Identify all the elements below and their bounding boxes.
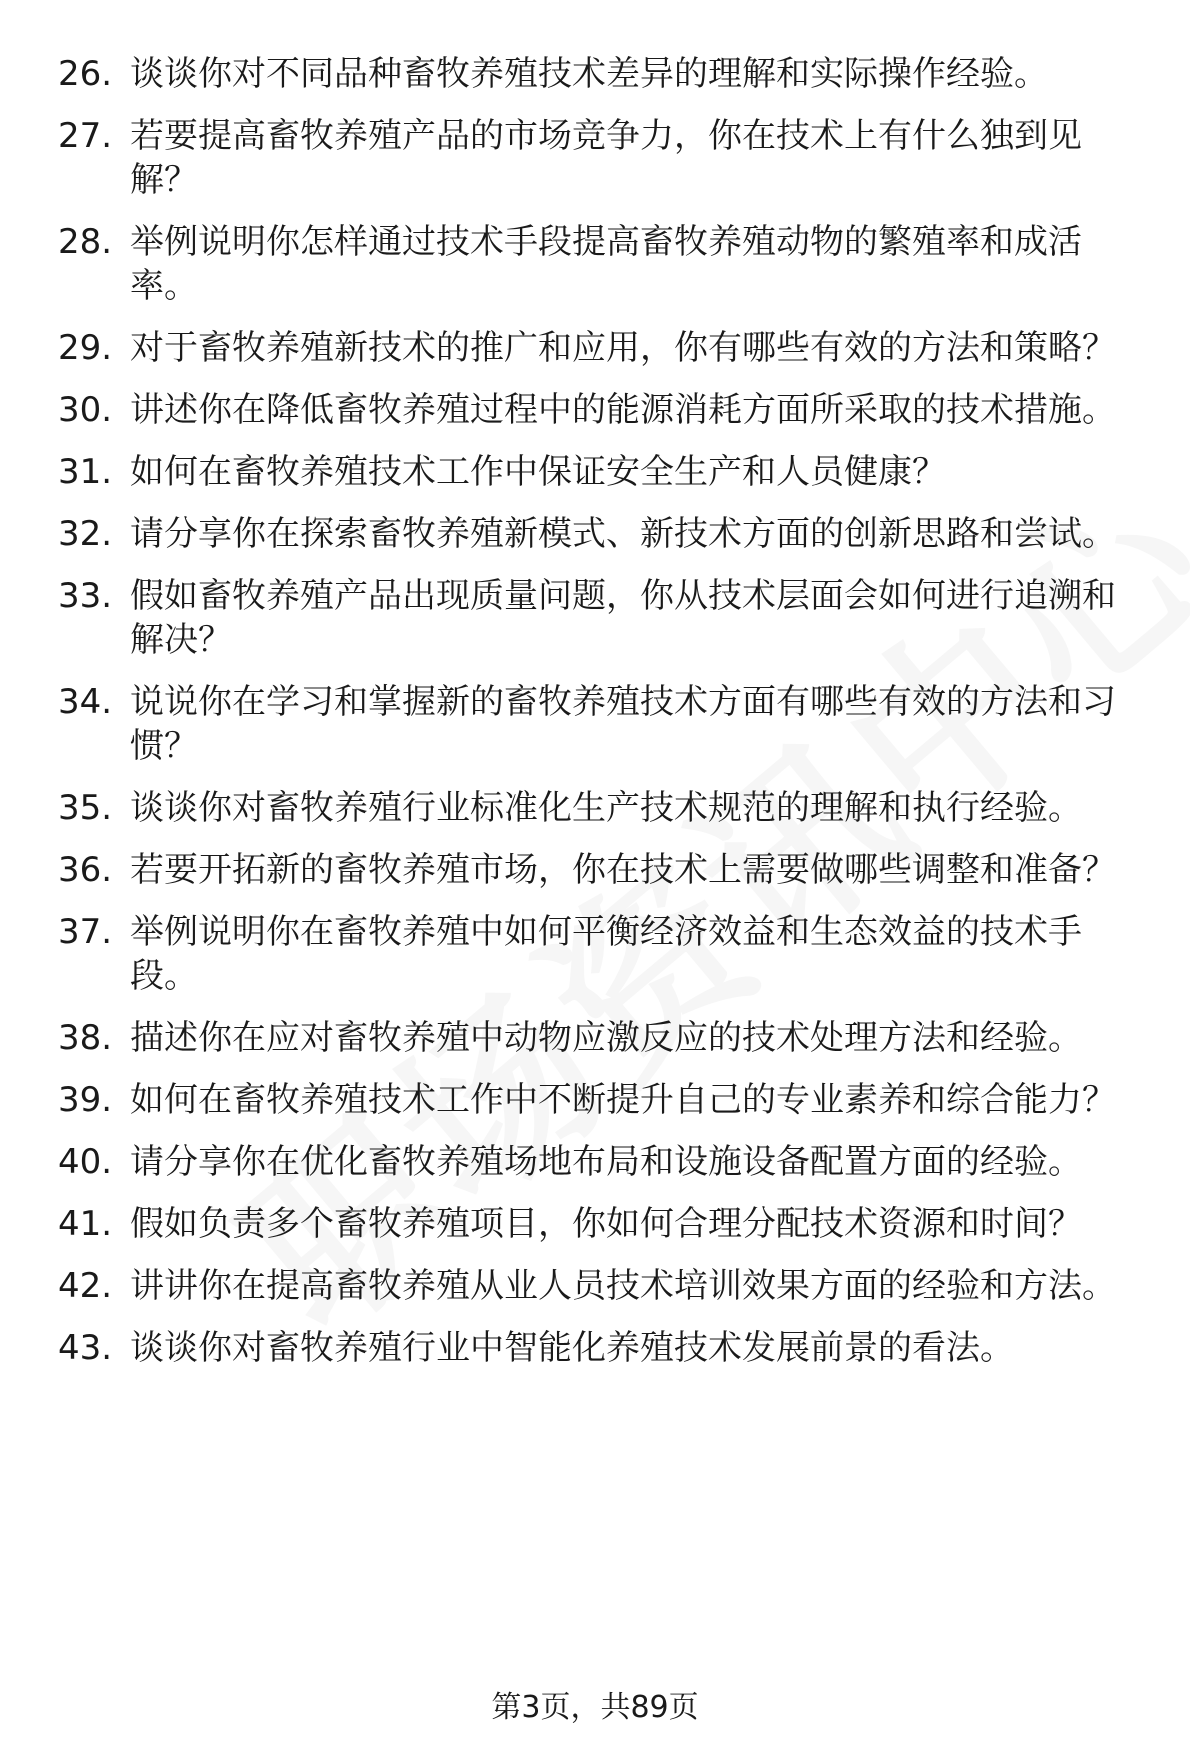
list-item (0, 574, 1190, 662)
question-text: 假如畜牧养殖产品出现质量问题，你从技术层面会如何进行追溯和解决？ (130, 576, 1116, 660)
question-number: 32. (58, 514, 113, 554)
list-item (0, 450, 1190, 494)
question-number: 33. (58, 576, 113, 616)
question-number: 29. (58, 328, 113, 368)
list-item (0, 848, 1190, 892)
question-number: 43. (58, 1328, 113, 1368)
list-item (0, 1078, 1190, 1122)
question-text: 举例说明你怎样通过技术手段提高畜牧养殖动物的繁殖率和成活率。 (130, 222, 1082, 306)
list-item (0, 114, 1190, 202)
question-number: 41. (58, 1204, 113, 1244)
question-text: 讲述你在降低畜牧养殖过程中的能源消耗方面所采取的技术措施。 (130, 390, 1116, 430)
list-item (0, 220, 1190, 308)
question-number: 39. (58, 1080, 113, 1120)
question-text: 描述你在应对畜牧养殖中动物应激反应的技术处理方法和经验。 (130, 1018, 1082, 1058)
question-text: 举例说明你在畜牧养殖中如何平衡经济效益和生态效益的技术手段。 (130, 912, 1082, 996)
question-text: 若要提高畜牧养殖产品的市场竞争力，你在技术上有什么独到见解？ (130, 116, 1082, 200)
question-number: 27. (58, 116, 113, 156)
list-item (0, 1264, 1190, 1308)
question-text: 假如负责多个畜牧养殖项目，你如何合理分配技术资源和时间？ (130, 1204, 1082, 1244)
question-number: 26. (58, 54, 113, 94)
question-text: 对于畜牧养殖新技术的推广和应用，你有哪些有效的方法和策略？ (130, 328, 1116, 368)
question-number: 36. (58, 850, 113, 890)
question-number: 35. (58, 788, 113, 828)
question-text: 谈谈你对畜牧养殖行业标准化生产技术规范的理解和执行经验。 (130, 788, 1082, 828)
list-item (0, 388, 1190, 432)
list-item (0, 512, 1190, 556)
question-number: 40. (58, 1142, 113, 1182)
question-text: 如何在畜牧养殖技术工作中不断提升自己的专业素养和综合能力？ (130, 1080, 1116, 1120)
page-number: 第3页，共89页 (491, 1690, 699, 1725)
question-number: 38. (58, 1018, 113, 1058)
list-item (0, 1326, 1190, 1370)
question-number: 42. (58, 1266, 113, 1306)
question-text: 如何在畜牧养殖技术工作中保证安全生产和人员健康？ (130, 452, 946, 492)
list-item (0, 326, 1190, 370)
question-text: 请分享你在探索畜牧养殖新模式、新技术方面的创新思路和尝试。 (130, 514, 1116, 554)
question-number: 30. (58, 390, 113, 430)
question-number: 28. (58, 222, 113, 262)
question-number: 31. (58, 452, 113, 492)
question-text: 谈谈你对畜牧养殖行业中智能化养殖技术发展前景的看法。 (130, 1328, 1014, 1368)
list-item (0, 1140, 1190, 1184)
question-number: 37. (58, 912, 113, 952)
list-item (0, 1202, 1190, 1246)
list-item (0, 52, 1190, 96)
question-text: 若要开拓新的畜牧养殖市场，你在技术上需要做哪些调整和准备？ (130, 850, 1116, 890)
question-text: 说说你在学习和掌握新的畜牧养殖技术方面有哪些有效的方法和习惯？ (130, 682, 1116, 766)
question-number: 34. (58, 682, 113, 722)
question-text: 讲讲你在提高畜牧养殖从业人员技术培训效果方面的经验和方法。 (130, 1266, 1116, 1306)
list-item (0, 680, 1190, 768)
list-item (0, 910, 1190, 998)
list-item (0, 1016, 1190, 1060)
question-text: 请分享你在优化畜牧养殖场地布局和设施设备配置方面的经验。 (130, 1142, 1082, 1182)
question-list (0, 52, 1190, 1388)
question-text: 谈谈你对不同品种畜牧养殖技术差异的理解和实际操作经验。 (130, 54, 1048, 94)
list-item (0, 786, 1190, 830)
